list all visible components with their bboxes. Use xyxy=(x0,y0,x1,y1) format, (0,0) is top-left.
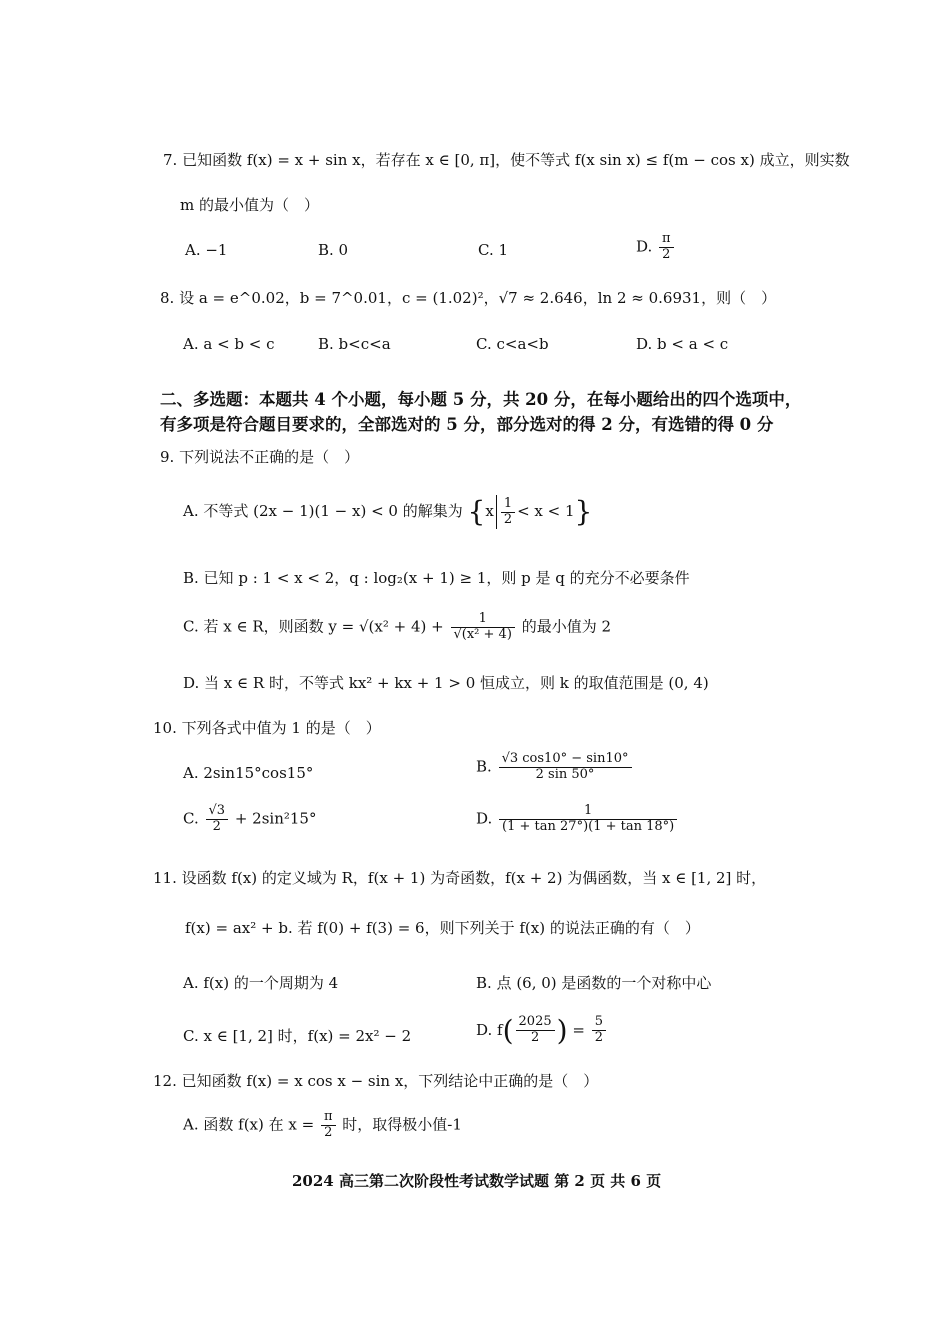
q10-option-c-tail: + 2sin²15° xyxy=(234,809,317,828)
q9-option-c xyxy=(183,612,611,643)
q9-option-c-tail: 的最小值为 2 xyxy=(521,617,611,636)
q9-option-a-left-brace: { xyxy=(467,495,486,529)
q9-option-a-set-variable: x xyxy=(485,502,494,520)
q9-option-c-numerator: 1 xyxy=(451,612,515,628)
q11-option-d-equals: = xyxy=(572,1020,585,1039)
q10-option-d-numerator: 1 xyxy=(499,804,677,820)
q10-option-d-denominator: (1 + tan 27°)(1 + tan 18°) xyxy=(502,818,675,834)
q11-option-d-fraction xyxy=(516,1015,555,1046)
q9-option-a xyxy=(183,495,592,529)
q8-option-a: A. a < b < c xyxy=(183,335,275,353)
q7-option-b: B. 0 xyxy=(318,241,349,259)
q9-option-b: B. 已知 p : 1 < x < 2，q : log₂(x + 1) ≥ 1，则 p 是 q 的充分不必要条件 xyxy=(183,569,690,587)
q9-option-d: D. 当 x ∈ R 时，不等式 kx² + kx + 1 > 0 恒成立，则 k 的取值范围是 (0, 4) xyxy=(183,674,709,692)
q12-stem: 12. 已知函数 f(x) = x cos x − sin x，下列结论中正确的是（ ） xyxy=(153,1072,599,1090)
q7-option-c: C. 1 xyxy=(478,241,509,259)
q9-option-c-denominator: √(x² + 4) xyxy=(453,626,512,642)
q10-option-b-fraction xyxy=(499,752,632,783)
q12-option-a-text: A. 函数 f(x) 在 x = xyxy=(183,1115,315,1134)
q11-option-b: B. 点 (6, 0) 是函数的一个对称中心 xyxy=(476,974,712,992)
q7-option-d-fraction xyxy=(659,232,674,263)
q12-option-a xyxy=(183,1110,462,1141)
q8-option-d: D. b < a < c xyxy=(636,335,729,353)
q11-stem-line2: f(x) = ax² + b. 若 f(0) + f(3) = 6，则下列关于 f(x) 的说法正确的有（ ） xyxy=(185,919,700,937)
q11-option-d-result-denominator: 2 xyxy=(594,1030,603,1046)
q10-option-b-numerator: √3 cos10° − sin10° xyxy=(499,752,632,768)
q10-option-b-label: B. xyxy=(476,757,492,776)
section2-heading-line2: 有多项是符合题目要求的，全部选对的 5 分，部分选对的得 2 分，有选错的得 0 分 xyxy=(160,415,774,434)
q11-stem-line1: 11. 设函数 f(x) 的定义域为 R，f(x + 1) 为奇函数，f(x + 2) 为偶函数，当 x ∈ [1, 2] 时， xyxy=(153,869,767,887)
q11-option-d-left-paren: ( xyxy=(502,1014,514,1047)
q7-option-d-label: D. xyxy=(636,237,653,256)
q12-option-a-numerator: π xyxy=(321,1110,336,1126)
q7-option-a: A. −1 xyxy=(185,241,228,259)
q11-option-d xyxy=(476,1014,608,1048)
q9-option-a-set-bar xyxy=(496,495,497,529)
page-footer: 2024 高三第二次阶段性考试数学试题 第 2 页 共 6 页 xyxy=(292,1172,662,1190)
q9-option-c-fraction xyxy=(451,612,515,643)
q10-option-c xyxy=(183,804,316,835)
q10-option-c-denominator: 2 xyxy=(212,818,221,834)
q10-option-d xyxy=(476,804,679,835)
q10-option-c-label: C. xyxy=(183,809,199,828)
q10-option-c-fraction xyxy=(206,804,229,835)
q11-option-a: A. f(x) 的一个周期为 4 xyxy=(183,974,339,992)
q9-option-a-text: A. 不等式 (2x − 1)(1 − x) < 0 的解集为 xyxy=(183,502,463,520)
q10-option-a: A. 2sin15°cos15° xyxy=(183,764,314,782)
q7-stem-line1: 7. 已知函数 f(x) = x + sin x，若存在 x ∈ [0, π]，使不等式 f(x sin x) ≤ f(m − cos x) 成立，则实数 xyxy=(163,151,850,169)
q11-option-d-right-paren: ) xyxy=(556,1014,568,1047)
q9-option-a-denominator: 2 xyxy=(503,511,513,527)
q9-option-a-fraction xyxy=(501,497,515,528)
q8-option-b: B. b<c<a xyxy=(318,335,391,353)
q11-option-d-result-numerator: 5 xyxy=(592,1015,606,1031)
q7-option-d-denominator: 2 xyxy=(662,246,671,262)
q8-option-c: C. c<a<b xyxy=(476,335,549,353)
q9-option-a-numerator: 1 xyxy=(501,497,515,513)
q10-option-c-numerator: √3 xyxy=(206,804,229,820)
q11-option-d-numerator: 2025 xyxy=(516,1015,555,1031)
q12-option-a-tail: 时，取得极小值-1 xyxy=(342,1115,462,1134)
q9-option-c-text: C. 若 x ∈ R，则函数 y = √(x² + 4) + xyxy=(183,617,444,636)
q7-option-d-numerator: π xyxy=(659,232,674,248)
q11-option-c: C. x ∈ [1, 2] 时，f(x) = 2x² − 2 xyxy=(183,1027,412,1045)
q10-stem: 10. 下列各式中值为 1 的是（ ） xyxy=(153,719,381,737)
q11-option-d-denominator: 2 xyxy=(530,1030,540,1046)
q12-option-a-denominator: 2 xyxy=(324,1124,333,1140)
q11-option-d-result-fraction xyxy=(592,1015,606,1046)
section2-heading-line1: 二、多选题：本题共 4 个小题，每小题 5 分，共 20 分，在每小题给出的四个选项中， xyxy=(160,390,802,409)
q10-option-b-denominator: 2 sin 50° xyxy=(535,766,595,782)
q10-option-d-fraction xyxy=(499,804,677,835)
q8-stem: 8. 设 a = e^0.02，b = 7^0.01，c = (1.02)²，√7 ≈ 2.646，ln 2 ≈ 0.6931，则（ ） xyxy=(160,289,777,307)
q12-option-a-fraction xyxy=(321,1110,336,1141)
q7-stem-line2: m 的最小值为（ ） xyxy=(180,196,319,214)
q10-option-d-label: D. xyxy=(476,809,493,828)
q7-option-d xyxy=(636,232,676,263)
q9-option-a-right-brace: } xyxy=(574,495,593,529)
q9-stem: 9. 下列说法不正确的是（ ） xyxy=(160,448,360,466)
q9-option-a-tail: < x < 1 xyxy=(517,502,575,520)
q10-option-b xyxy=(476,752,634,783)
q11-option-d-label: D. f xyxy=(476,1020,503,1039)
